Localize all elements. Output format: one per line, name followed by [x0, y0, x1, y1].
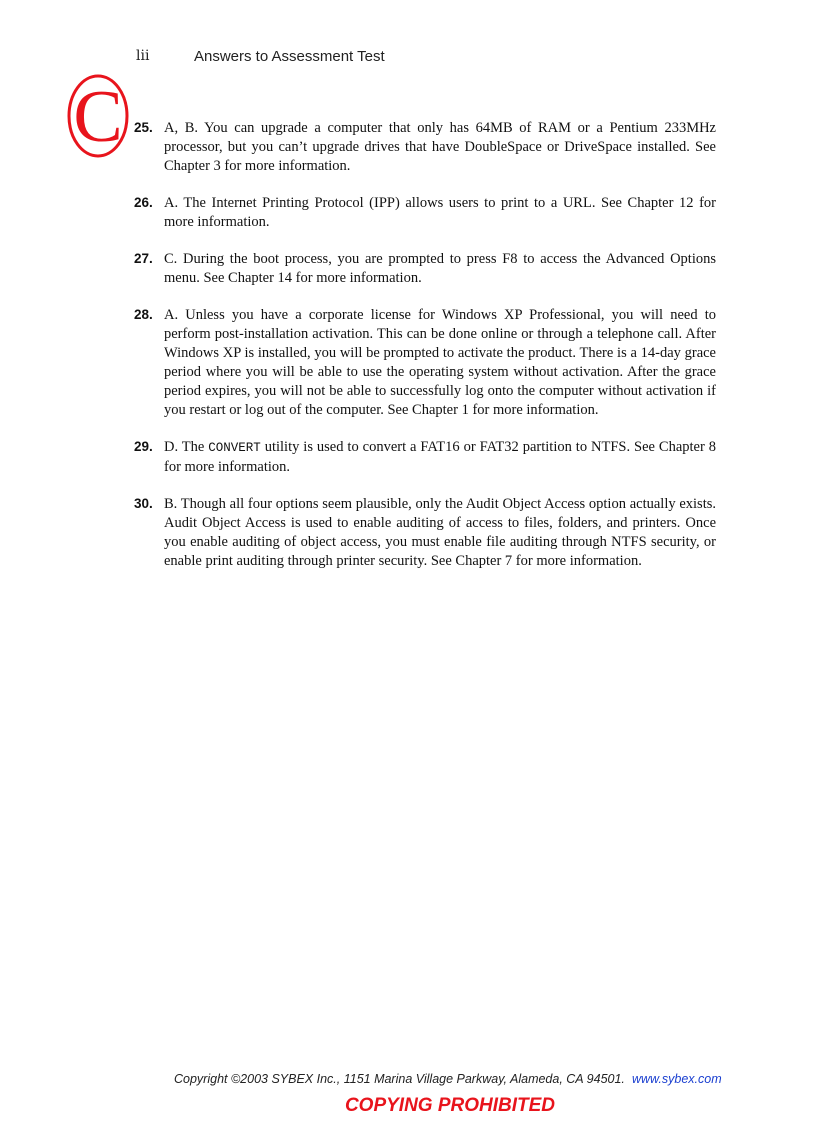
answer-text: A, B. You can upgrade a computer that only has 64MB of RAM or a Pentium 233MHz processor, but you can’t upgrade drives that have DoubleSpace or DriveSpace installed. See Chapter 3 for more information. — [164, 120, 716, 174]
answer-text: C. During the boot process, you are prompted to press F8 to access the Advanced Options menu. See Chapter 14 for more information. — [164, 251, 716, 286]
copying-prohibited-notice: COPYING PROHIBITED — [344, 1095, 556, 1116]
answer-item — [134, 438, 716, 477]
answer-number: 27. — [134, 251, 153, 266]
answer-list — [134, 119, 716, 589]
answer-text-end: utility is used to convert a FAT16 or FAT32 partition to NTFS. See Chapter 8 for more information. — [164, 439, 716, 475]
convert-command-code: CONVERT — [208, 441, 261, 455]
answer-item — [134, 250, 716, 288]
svg-text:C: C — [73, 76, 123, 158]
page-number: lii — [136, 48, 150, 64]
running-header: Answers to Assessment Test — [194, 48, 385, 65]
answer-number: 28. — [134, 307, 153, 322]
answer-number: 29. — [134, 439, 153, 454]
footer-copyright: Copyright ©2003 SYBEX Inc., 1151 Marina Village Parkway, Alameda, CA 94501. — [174, 1072, 625, 1086]
sybex-website-link[interactable]: www.sybex.com — [632, 1072, 722, 1086]
answer-item — [134, 119, 716, 176]
answer-number: 26. — [134, 195, 153, 210]
answer-item — [134, 495, 716, 571]
answer-item — [134, 306, 716, 420]
answer-text-start: D. The — [164, 439, 209, 455]
answer-number: 30. — [134, 496, 153, 511]
answer-text — [164, 438, 716, 477]
answer-item — [134, 194, 716, 232]
answer-text: B. Though all four options seem plausible, only the Audit Object Access option actually exists. Audit Object Access is used to enable auditing of access to files, folders, and printers. Once you enable auditing of object access, you must enable file auditing through NTFS security, or enable print auditing through printer security. See Chapter 7 for more information. — [164, 496, 716, 569]
answer-text: A. Unless you have a corporate license for Windows XP Professional, you will need to perform post-installation activation. This can be done online or through a telephone call. After Windows XP is installed, you will be prompted to activate the product. There is a 14-day grace period where you will be able to use the operating system without activation. After the grace period expires, you will not be able to successfully log onto the computer without activation if you restart or log out of the computer. See Chapter 1 for more information. — [164, 307, 716, 418]
copyright-watermark-icon — [66, 72, 130, 160]
answer-text: A. The Internet Printing Protocol (IPP) allows users to print to a URL. See Chapter 12 for more information. — [164, 195, 716, 230]
answer-number: 25. — [134, 120, 153, 135]
